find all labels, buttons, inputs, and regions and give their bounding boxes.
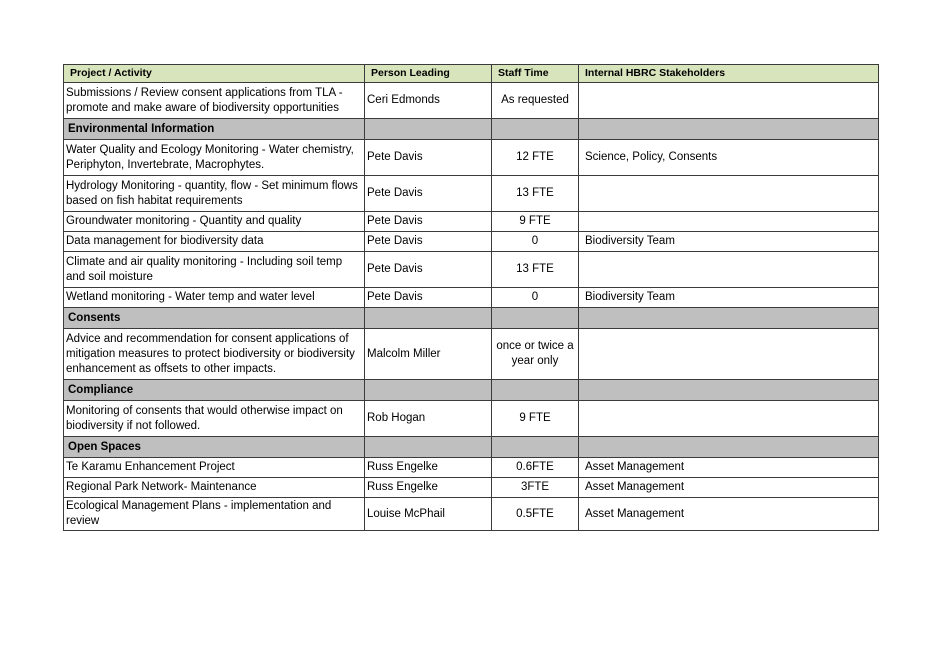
header-person-leading: Person Leading [365,65,492,83]
stakeholders-cell [579,212,879,232]
stakeholders-cell: Asset Management [579,498,879,531]
section-row [64,308,879,329]
section-empty-cell [492,380,579,401]
project-activity-cell: Wetland monitoring - Water temp and water level [64,288,365,308]
table-row [64,458,879,478]
person-leading-cell: Pete Davis [365,288,492,308]
staff-time-cell: 0 [492,232,579,252]
project-activity-cell: Data management for biodiversity data [64,232,365,252]
project-activity-cell: Te Karamu Enhancement Project [64,458,365,478]
table-row [64,329,879,380]
section-empty-cell [365,437,492,458]
staff-time-cell: 9 FTE [492,212,579,232]
stakeholders-cell [579,252,879,288]
stakeholders-cell [579,83,879,119]
section-heading: Open Spaces [64,437,365,458]
section-heading: Consents [64,308,365,329]
section-empty-cell [492,437,579,458]
section-row [64,119,879,140]
section-empty-cell [365,308,492,329]
table-row [64,212,879,232]
table-row [64,83,879,119]
stakeholders-cell: Biodiversity Team [579,232,879,252]
section-empty-cell [579,437,879,458]
staff-time-cell: 0.6FTE [492,458,579,478]
stakeholders-cell: Asset Management [579,478,879,498]
project-activity-cell: Ecological Management Plans - implementation and review [64,498,365,531]
table-row [64,176,879,212]
person-leading-cell: Pete Davis [365,252,492,288]
header-row [64,65,879,83]
project-activity-cell: Hydrology Monitoring - quantity, flow - Set minimum flows based on fish habitat requirements [64,176,365,212]
stakeholders-cell: Science, Policy, Consents [579,140,879,176]
person-leading-cell: Russ Engelke [365,458,492,478]
staff-time-cell: 0.5FTE [492,498,579,531]
stakeholders-cell: Biodiversity Team [579,288,879,308]
staff-time-cell: 3FTE [492,478,579,498]
staff-time-cell: 0 [492,288,579,308]
section-row [64,437,879,458]
stakeholders-cell [579,176,879,212]
section-empty-cell [365,119,492,140]
staff-time-cell: 13 FTE [492,252,579,288]
staff-time-cell: 12 FTE [492,140,579,176]
stakeholders-cell [579,401,879,437]
staff-time-cell: As requested [492,83,579,119]
person-leading-cell: Pete Davis [365,232,492,252]
table-row [64,140,879,176]
section-empty-cell [579,119,879,140]
table-row [64,252,879,288]
project-activity-cell: Groundwater monitoring - Quantity and quality [64,212,365,232]
table-row [64,401,879,437]
header-staff-time: Staff Time [492,65,579,83]
person-leading-cell: Pete Davis [365,212,492,232]
table-row [64,478,879,498]
person-leading-cell: Pete Davis [365,140,492,176]
header-project-activity: Project / Activity [64,65,365,83]
staff-time-cell: 9 FTE [492,401,579,437]
project-activity-cell: Regional Park Network- Maintenance [64,478,365,498]
section-empty-cell [492,119,579,140]
biodiversity-activities-table [63,64,879,531]
table-row [64,288,879,308]
project-activity-cell: Advice and recommendation for consent applications of mitigation measures to protect biodiversity or biodiversity enhancement as offsets to other impacts. [64,329,365,380]
staff-time-cell: 13 FTE [492,176,579,212]
stakeholders-cell: Asset Management [579,458,879,478]
section-empty-cell [492,308,579,329]
table-row [64,232,879,252]
section-heading: Compliance [64,380,365,401]
section-row [64,380,879,401]
section-empty-cell [579,380,879,401]
table-row [64,498,879,531]
project-activity-cell: Water Quality and Ecology Monitoring - Water chemistry, Periphyton, Invertebrate, Macrophytes. [64,140,365,176]
project-activity-cell: Submissions / Review consent applications from TLA - promote and make aware of biodiversity opportunities [64,83,365,119]
person-leading-cell: Rob Hogan [365,401,492,437]
stakeholders-cell [579,329,879,380]
table-body [64,83,879,531]
person-leading-cell: Ceri Edmonds [365,83,492,119]
section-heading: Environmental Information [64,119,365,140]
person-leading-cell: Louise McPhail [365,498,492,531]
header-internal-stakeholders: Internal HBRC Stakeholders [579,65,879,83]
person-leading-cell: Russ Engelke [365,478,492,498]
section-empty-cell [579,308,879,329]
project-activity-cell: Monitoring of consents that would otherwise impact on biodiversity if not followed. [64,401,365,437]
staff-time-cell: once or twice a year only [492,329,579,380]
section-empty-cell [365,380,492,401]
person-leading-cell: Malcolm Miller [365,329,492,380]
project-activity-cell: Climate and air quality monitoring - Including soil temp and soil moisture [64,252,365,288]
person-leading-cell: Pete Davis [365,176,492,212]
